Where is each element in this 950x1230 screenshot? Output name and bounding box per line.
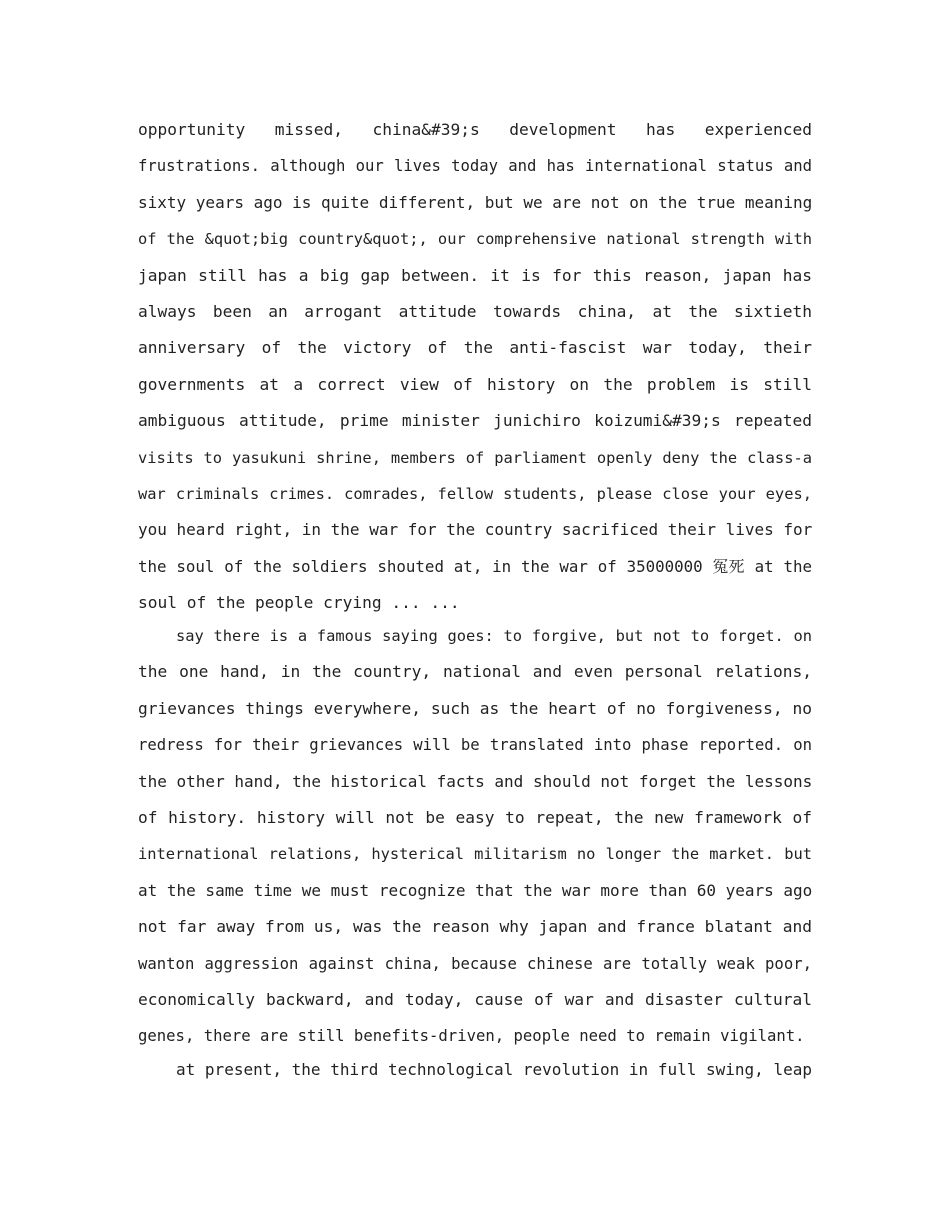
text-line: at the same time we must recognize that the war more than 60 years ago <box>138 880 813 900</box>
text-line: grievances things everywhere, such as the heart of no forgiveness, no <box>138 698 812 718</box>
text-line: war criminals crimes. comrades, fellow students, please close your eyes, <box>138 484 812 503</box>
text-line: opportunity missed, china&#39;s development has experienced <box>138 120 812 139</box>
text-line: governments at a correct view of history on the problem is still <box>138 374 812 394</box>
text-line: of the &quot;big country&quot;, our comprehensive national strength with <box>138 230 812 249</box>
paragraph-1 <box>138 112 812 621</box>
text-line: international relations, hysterical militarism no longer the market. but <box>138 845 812 864</box>
text-line: of history. history will not be easy to repeat, the new framework of <box>138 807 812 827</box>
text-line: the soul of the soldiers shouted at, in the war of 35000000 冤死 at the <box>138 556 812 576</box>
text-line: visits to yasukuni shrine, members of parliament openly deny the class-a <box>138 448 812 467</box>
paragraph-2 <box>138 618 812 1055</box>
text-line: the other hand, the historical facts and should not forget the lessons <box>138 771 813 791</box>
text-line: always been an arrogant attitude towards china, at the sixtieth <box>138 301 812 321</box>
text-line: genes, there are still benefits-driven, people need to remain vigilant. <box>138 1027 805 1046</box>
text-line: anniversary of the victory of the anti-fascist war today, their <box>138 338 812 358</box>
text-line: economically backward, and today, cause of war and disaster cultural <box>138 989 812 1009</box>
text-line: say there is a famous saying goes: to forgive, but not to forget. on <box>176 627 812 645</box>
text-line: sixty years ago is quite different, but we are not on the true meaning <box>138 192 813 212</box>
text-line: at present, the third technological revolution in full swing, leap <box>176 1060 812 1079</box>
paragraph-3 <box>138 1052 812 1088</box>
text-line: wanton aggression against china, because chinese are totally weak poor, <box>138 954 812 973</box>
text-line: japan still has a big gap between. it is for this reason, japan has <box>138 265 812 285</box>
text-line: frustrations. although our lives today and has international status and <box>138 157 812 176</box>
text-line: not far away from us, was the reason why japan and france blatant and <box>138 917 812 937</box>
text-line: soul of the people crying ... ... <box>138 593 460 613</box>
text-line: ambiguous attitude, prime minister junichiro koizumi&#39;s repeated <box>138 411 812 431</box>
text-line: you heard right, in the war for the country sacrificed their lives for <box>138 520 813 540</box>
text-line: the one hand, in the country, national and even personal relations, <box>138 662 812 682</box>
text-line: redress for their grievances will be translated into phase reported. on <box>138 736 812 755</box>
